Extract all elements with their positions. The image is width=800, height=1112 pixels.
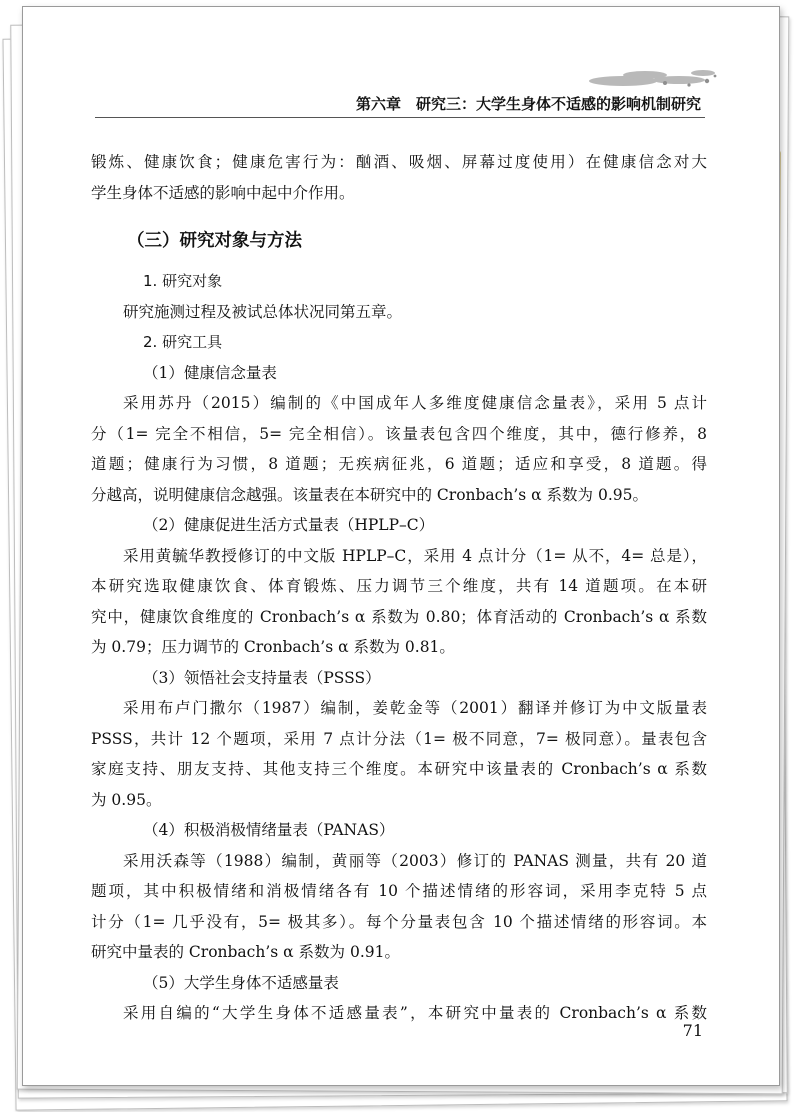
body-line: 采用自编的“大学生身体不适感量表”，本研究中量表的 Cronbach’s α 系数: [123, 1004, 707, 1022]
body-line: 学生身体不适感的影响中起中介作用。: [91, 183, 355, 202]
body-line: 研究施测过程及被试总体状况同第五章。: [123, 302, 403, 321]
body-line: PSSS，共计 12 个题项，采用 7 点计分法（1= 极不同意，7= 极同意）。量表包含: [91, 729, 707, 748]
book-page: [22, 6, 780, 1086]
scale-title: （4）积极消极情绪量表（PANAS）: [143, 821, 395, 839]
body-line: 采用苏丹（2015）编制的《中国成年人多维度健康信念量表》，采用 5 点计: [123, 394, 707, 412]
body-line: 题项，其中积极情绪和消极情绪各有 10 个描述情绪的形容词，采用李克特 5 点: [91, 882, 707, 900]
body-line: 计分（1= 几乎没有，5= 极其多）。每个分量表包含 10 个描述情绪的形容词。本: [91, 912, 707, 931]
page-body: [91, 147, 707, 1029]
body-line: 采用布卢门撒尔（1987）编制，姜乾金等（2001）翻译并修订为中文版量表: [123, 699, 707, 717]
running-header: 第六章 研究三：大学生身体不适感的影响机制研究: [355, 95, 701, 113]
page-number: 71: [682, 1021, 703, 1040]
body-line: 本研究选取健康饮食、体育锻炼、压力调节三个维度，共有 14 道题项。在本研: [91, 577, 707, 595]
body-line: 为 0.95。: [91, 790, 162, 809]
body-line: 究中，健康饮食维度的 Cronbach’s α 系数为 0.80；体育活动的 Cronbach’s α 系数: [91, 607, 707, 626]
header-rule: [95, 117, 705, 118]
section-heading: （三）研究对象与方法: [127, 231, 302, 251]
body-line: 家庭支持、朋友支持、其他支持三个维度。本研究中该量表的 Cronbach’s α 系数: [91, 760, 707, 778]
scale-title: （5）大学生身体不适感量表: [143, 973, 339, 992]
scale-title: （1）健康信念量表: [143, 363, 277, 382]
body-line: 研究中量表的 Cronbach’s α 系数为 0.91。: [91, 943, 400, 961]
body-line: 为 0.79；压力调节的 Cronbach’s α 系数为 0.81。: [91, 638, 455, 656]
body-line: 道题；健康行为习惯，8 道题；无疾病征兆，6 道题；适应和享受，8 道题。得: [91, 455, 707, 473]
scale-title: （3）领悟社会支持量表（PSSS）: [143, 668, 381, 687]
scale-title: （2）健康促进生活方式量表（HPLP–C）: [143, 516, 435, 534]
body-line: 分（1= 完全不相信，5= 完全相信）。该量表包含四个维度，其中，德行修养，8: [91, 424, 707, 443]
subsection-label: 1. 研究对象: [143, 272, 223, 290]
header-ornament-icon: [583, 61, 723, 93]
body-line: 锻炼、健康饮食；健康危害行为：酗酒、吸烟、屏幕过度使用）在健康信念对大: [91, 153, 707, 171]
subsection-label: 2. 研究工具: [143, 333, 223, 351]
body-line: 采用沃森等（1988）编制，黄丽等（2003）修订的 PANAS 测量，共有 20 道: [123, 851, 707, 870]
body-line: 采用黄毓华教授修订的中文版 HPLP–C，采用 4 点计分（1= 从不，4= 总是），: [123, 546, 707, 565]
body-line: 分越高，说明健康信念越强。该量表在本研究中的 Cronbach’s α 系数为 0.95。: [91, 485, 648, 504]
